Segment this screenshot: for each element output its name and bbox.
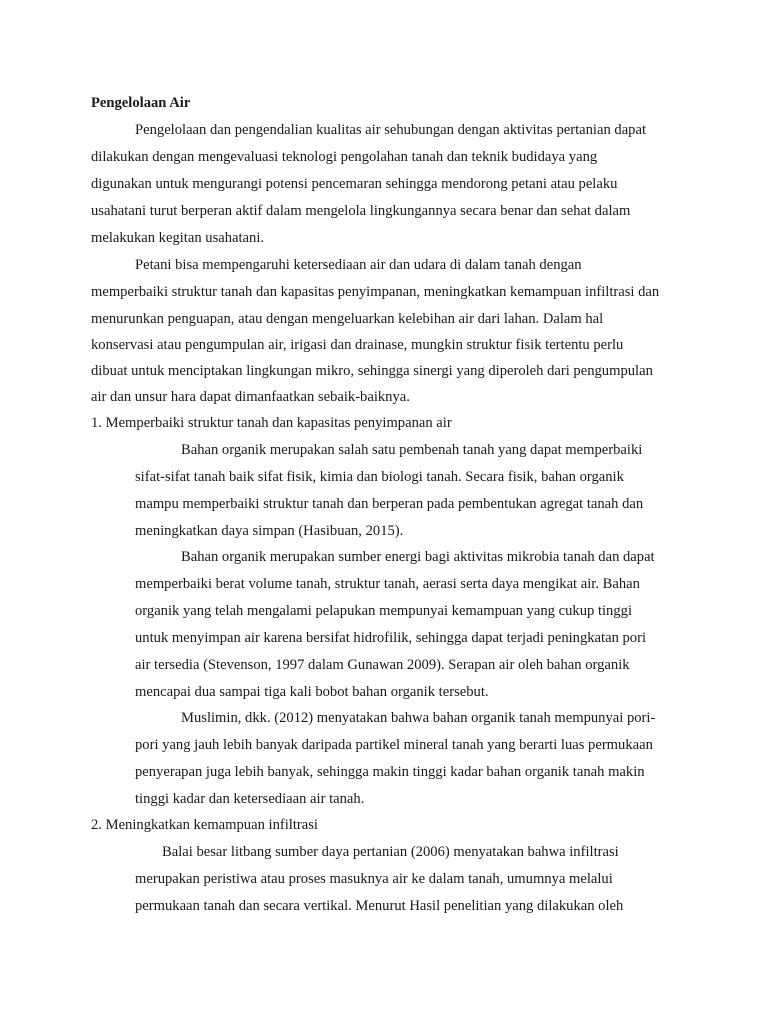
paragraph-2-line-2: memperbaiki struktur tanah dan kapasitas penyimpanan, meningkatkan kemampuan infiltrasi dan xyxy=(91,284,660,300)
paragraph-1-line-3: digunakan untuk mengurangi potensi pencemaran sehingga mendorong petani atau pelaku xyxy=(91,176,618,192)
paragraph-3-line-3: mampu memperbaiki struktur tanah dan berperan pada pembentukan agregat tanah dan xyxy=(135,496,644,512)
paragraph-2-line-4: konservasi atau pengumpulan air, irigasi dan drainase, mungkin struktur fisik tertentu perlu xyxy=(91,337,624,353)
paragraph-1-line-1: Pengelolaan dan pengendalian kualitas air sehubungan dengan aktivitas pertanian dapat xyxy=(135,122,647,138)
paragraph-4-line-5: air tersedia (Stevenson, 1997 dalam Gunawan 2009). Serapan air oleh bahan organik xyxy=(135,657,630,673)
paragraph-4-line-3: organik yang telah mengalami pelapukan mempunyai kemampuan yang cukup tinggi xyxy=(135,603,632,619)
list-heading-2: 2. Meningkatkan kemampuan infiltrasi xyxy=(91,817,318,833)
paragraph-4-line-4: untuk menyimpan air karena bersifat hidrofilik, sehingga dapat terjadi peningkatan pori xyxy=(135,630,647,646)
paragraph-4-line-6: mencapai dua sampai tiga kali bobot bahan organik tersebut. xyxy=(135,684,489,700)
paragraph-1-line-2: dilakukan dengan mengevaluasi teknologi pengolahan tanah dan teknik budidaya yang xyxy=(91,149,598,165)
paragraph-1-line-5: melakukan kegitan usahatani. xyxy=(91,230,265,246)
paragraph-2-line-5: dibuat untuk menciptakan lingkungan mikro, sehingga sinergi yang diperoleh dari pengumpulan xyxy=(91,363,653,379)
paragraph-3-line-1: Bahan organik merupakan salah satu pembenah tanah yang dapat memperbaiki xyxy=(181,442,643,458)
document-title: Pengelolaan Air xyxy=(91,95,191,111)
paragraph-2-line-3: menurunkan penguapan, atau dengan mengeluarkan kelebihan air dari lahan. Dalam hal xyxy=(91,311,604,327)
paragraph-2-line-6: air dan unsur hara dapat dimanfaatkan sebaik-baiknya. xyxy=(91,389,410,405)
paragraph-6-line-3: permukaan tanah dan secara vertikal. Menurut Hasil penelitian yang dilakukan oleh xyxy=(135,898,624,914)
paragraph-2-line-1: Petani bisa mempengaruhi ketersediaan air dan udara di dalam tanah dengan xyxy=(135,257,582,273)
paragraph-5-line-2: pori yang jauh lebih banyak daripada partikel mineral tanah yang berarti luas permukaan xyxy=(135,737,653,753)
paragraph-6-line-2: merupakan peristiwa atau proses masuknya air ke dalam tanah, umumnya melalui xyxy=(135,871,613,887)
list-heading-1: 1. Memperbaiki struktur tanah dan kapasitas penyimpanan air xyxy=(91,415,452,431)
paragraph-5-line-1: Muslimin, dkk. (2012) menyatakan bahwa bahan organik tanah mempunyai pori- xyxy=(181,710,656,726)
paragraph-5-line-3: penyerapan juga lebih banyak, sehingga makin tinggi kadar bahan organik tanah makin xyxy=(135,764,645,780)
paragraph-4-line-1: Bahan organik merupakan sumber energi bagi aktivitas mikrobia tanah dan dapat xyxy=(181,549,655,565)
paragraph-1-line-4: usahatani turut berperan aktif dalam mengelola lingkungannya secara benar dan sehat dalam xyxy=(91,203,631,219)
paragraph-5-line-4: tinggi kadar dan ketersediaan air tanah. xyxy=(135,791,365,807)
paragraph-3-line-4: meningkatkan daya simpan (Hasibuan, 2015). xyxy=(135,523,404,539)
paragraph-4-line-2: memperbaiki berat volume tanah, struktur tanah, aerasi serta daya mengikat air. Bahan xyxy=(135,576,640,592)
paragraph-6-line-1: Balai besar litbang sumber daya pertanian (2006) menyatakan bahwa infiltrasi xyxy=(162,844,619,860)
paragraph-3-line-2: sifat-sifat tanah baik sifat fisik, kimia dan biologi tanah. Secara fisik, bahan organik xyxy=(135,469,624,485)
